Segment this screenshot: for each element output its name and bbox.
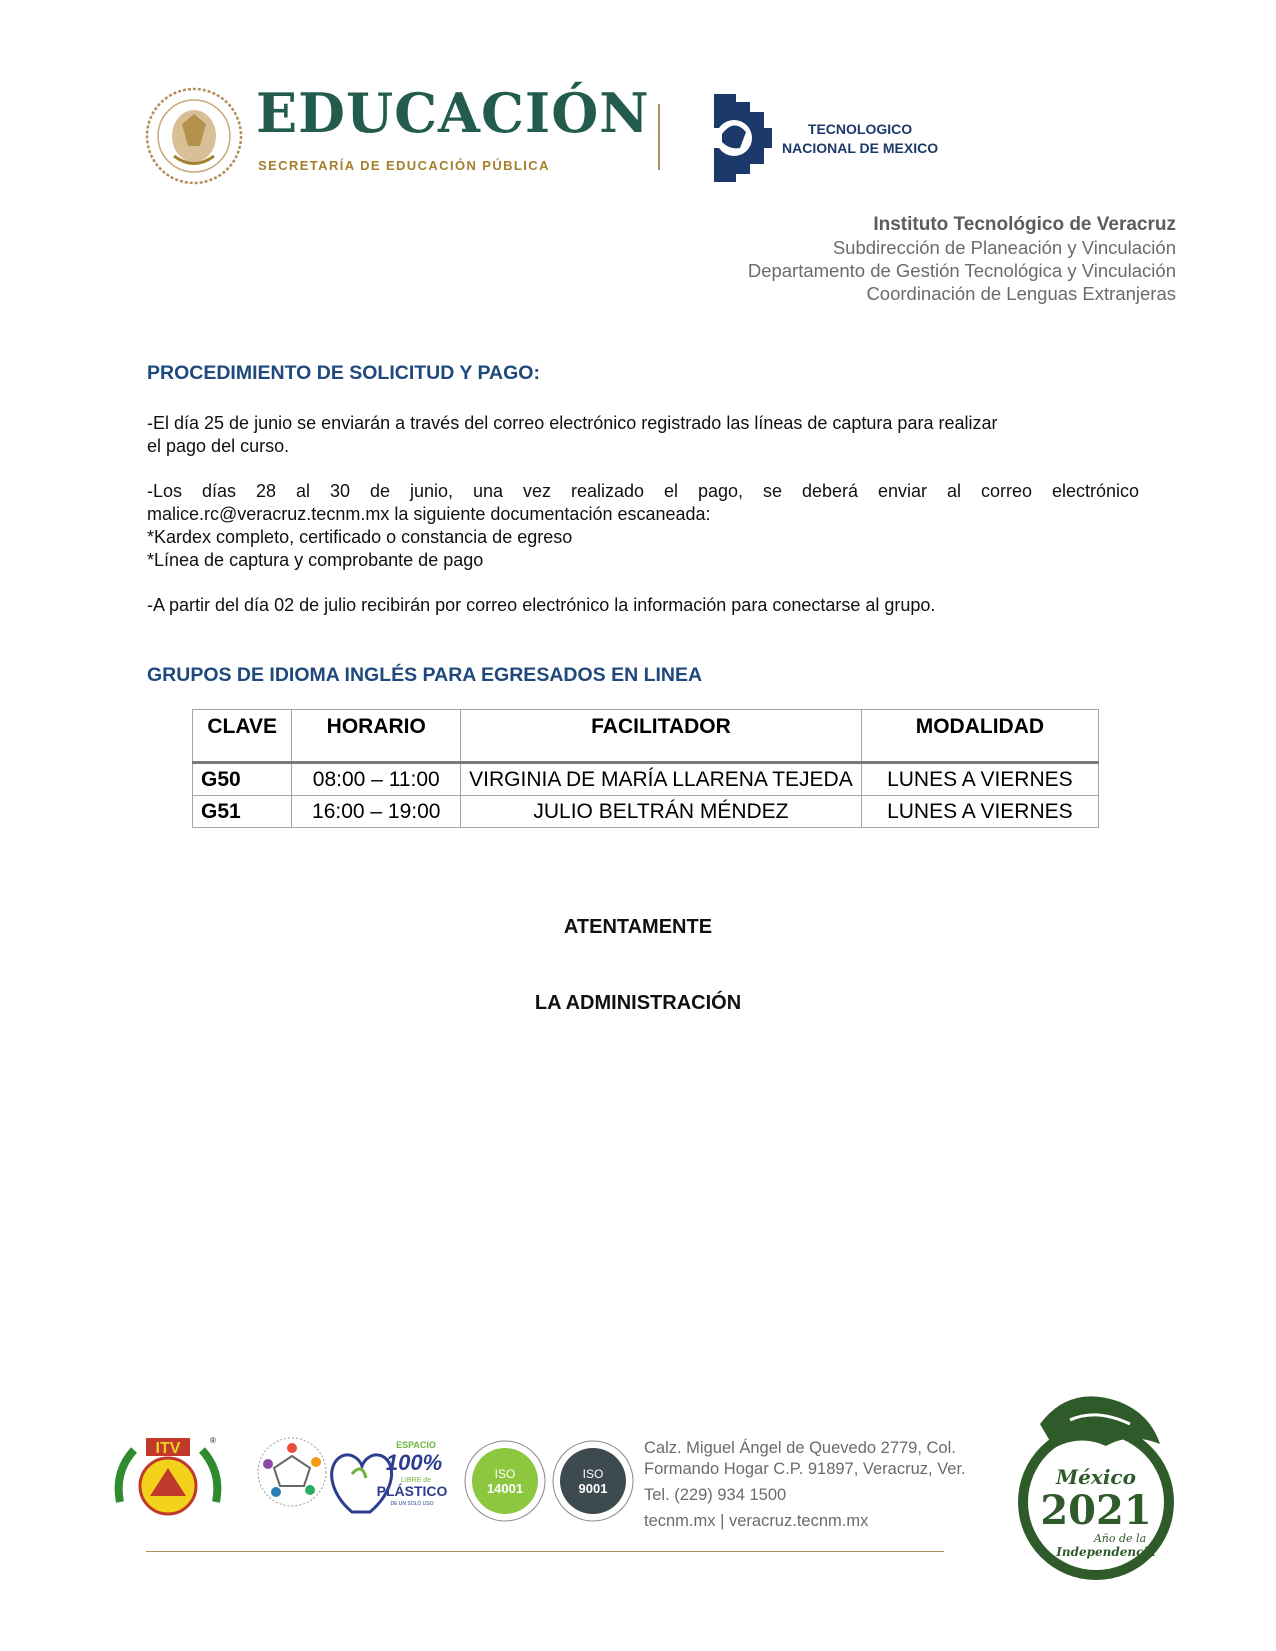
tecnm-line2: NACIONAL DE MEXICO	[782, 140, 939, 156]
header-divider	[658, 104, 660, 170]
itv-label: ITV	[155, 1440, 181, 1457]
group-schedule: 08:00 – 11:00	[292, 763, 461, 796]
group-modality: LUNES A VIERNES	[861, 763, 1098, 796]
iso9001-seal-icon	[550, 1438, 636, 1524]
institution-department: Departamento de Gestión Tecnológica y Vinculación	[747, 260, 1176, 281]
mx-year: 2021	[1040, 1487, 1152, 1534]
column-header-clave: CLAVE	[193, 710, 292, 763]
table-row	[193, 796, 1099, 828]
procedure-paragraph-2	[147, 480, 1139, 572]
institution-subdirection: Subdirección de Planeación y Vinculación	[832, 237, 1176, 258]
institution-block	[748, 213, 1176, 305]
iso2-num: 9001	[578, 1481, 608, 1496]
plastic-bottom: DE UN SOLO USO	[390, 1501, 434, 1507]
phone-line: Tel. (229) 934 1500	[644, 1486, 787, 1504]
requirement-item: *Kardex completo, certificado o constancia de egreso	[147, 527, 573, 547]
group-modality: LUNES A VIERNES	[861, 796, 1098, 828]
procedure-heading: PROCEDIMIENTO DE SOLICITUD Y PAGO:	[147, 362, 540, 384]
group-facilitator: JULIO BELTRÁN MÉNDEZ	[461, 796, 862, 828]
mexico-2021-emblem-icon	[1010, 1384, 1178, 1584]
itv-crest-icon	[110, 1432, 226, 1524]
tecnm-gear-icon	[706, 88, 776, 186]
plastic-mid: LIBRE de	[401, 1477, 431, 1484]
address-line: Formando Hogar C.P. 91897, Veracruz, Ver.	[644, 1460, 966, 1478]
group-facilitator: VIRGINIA DE MARÍA LLARENA TEJEDA	[461, 763, 862, 796]
group-code: G51	[193, 796, 292, 828]
education-subtitle: SECRETARÍA DE EDUCACIÓN PÚBLICA	[258, 158, 550, 173]
group-schedule: 16:00 – 19:00	[292, 796, 461, 828]
paragraph-line: -Los días 28 al 30 de junio, una vez realizado el pago, se deberá enviar al correo electrónico	[147, 481, 1139, 501]
requirement-item: *Línea de captura y comprobante de pago	[147, 550, 484, 570]
institution-name: Instituto Tecnológico de Veracruz	[873, 214, 1176, 235]
mx-word: México	[1056, 1465, 1136, 1489]
column-header-facilitador: FACILITADOR	[461, 710, 862, 763]
tecnm-line1: TECNOLOGICO	[807, 121, 913, 137]
groups-table	[192, 709, 1099, 828]
iso14001-seal-icon	[462, 1438, 548, 1524]
address-line: Calz. Miguel Ángel de Quevedo 2779, Col.	[644, 1439, 956, 1457]
column-header-modalidad: MODALIDAD	[861, 710, 1098, 763]
mexican-seal-icon	[144, 86, 244, 186]
iso1-label: ISO	[494, 1467, 516, 1481]
footer-address	[644, 1438, 966, 1532]
iso1-num: 14001	[486, 1481, 524, 1496]
groups-heading: GRUPOS DE IDIOMA INGLÉS PARA EGRESADOS EN LINEA	[147, 664, 703, 686]
table-header-row	[193, 710, 1099, 763]
group-code: G50	[193, 763, 292, 796]
education-title: EDUCACIÓN	[256, 81, 650, 145]
tecnm-name	[782, 120, 938, 158]
closing-signature: LA ADMINISTRACIÓN	[534, 992, 742, 1014]
table-row	[193, 763, 1099, 796]
institution-coordination: Coordinación de Lenguas Extranjeras	[866, 283, 1176, 304]
iso2-label: ISO	[582, 1467, 604, 1481]
plastic-top: ESPACIO	[396, 1440, 436, 1450]
mx-sub1: Año de la	[1093, 1532, 1147, 1545]
mx-sub2: Independencia	[1056, 1545, 1156, 1559]
closing-regards: ATENTAMENTE	[563, 916, 713, 938]
web-line: tecnm.mx | veracruz.tecnm.mx	[644, 1512, 869, 1530]
email-line: malice.rc@veracruz.tecnm.mx la siguiente documentación escaneada:	[147, 504, 711, 524]
registered-mark: ®	[210, 1436, 216, 1445]
plastic-word: PLÁSTICO	[376, 1483, 448, 1499]
paragraph-line: el pago del curso.	[147, 436, 290, 456]
plastic-pct: 100%	[385, 1450, 443, 1475]
plastic-free-icon	[322, 1434, 450, 1520]
footer-divider	[146, 1551, 944, 1552]
column-header-horario: HORARIO	[292, 710, 461, 763]
procedure-paragraph-3: -A partir del día 02 de julio recibirán por correo electrónico la información para conectarse al grupo.	[147, 595, 936, 615]
paragraph-line: -El día 25 de junio se enviarán a través del correo electrónico registrado las líneas de captura para realizar	[147, 413, 998, 433]
procedure-paragraph-1	[147, 412, 1137, 458]
